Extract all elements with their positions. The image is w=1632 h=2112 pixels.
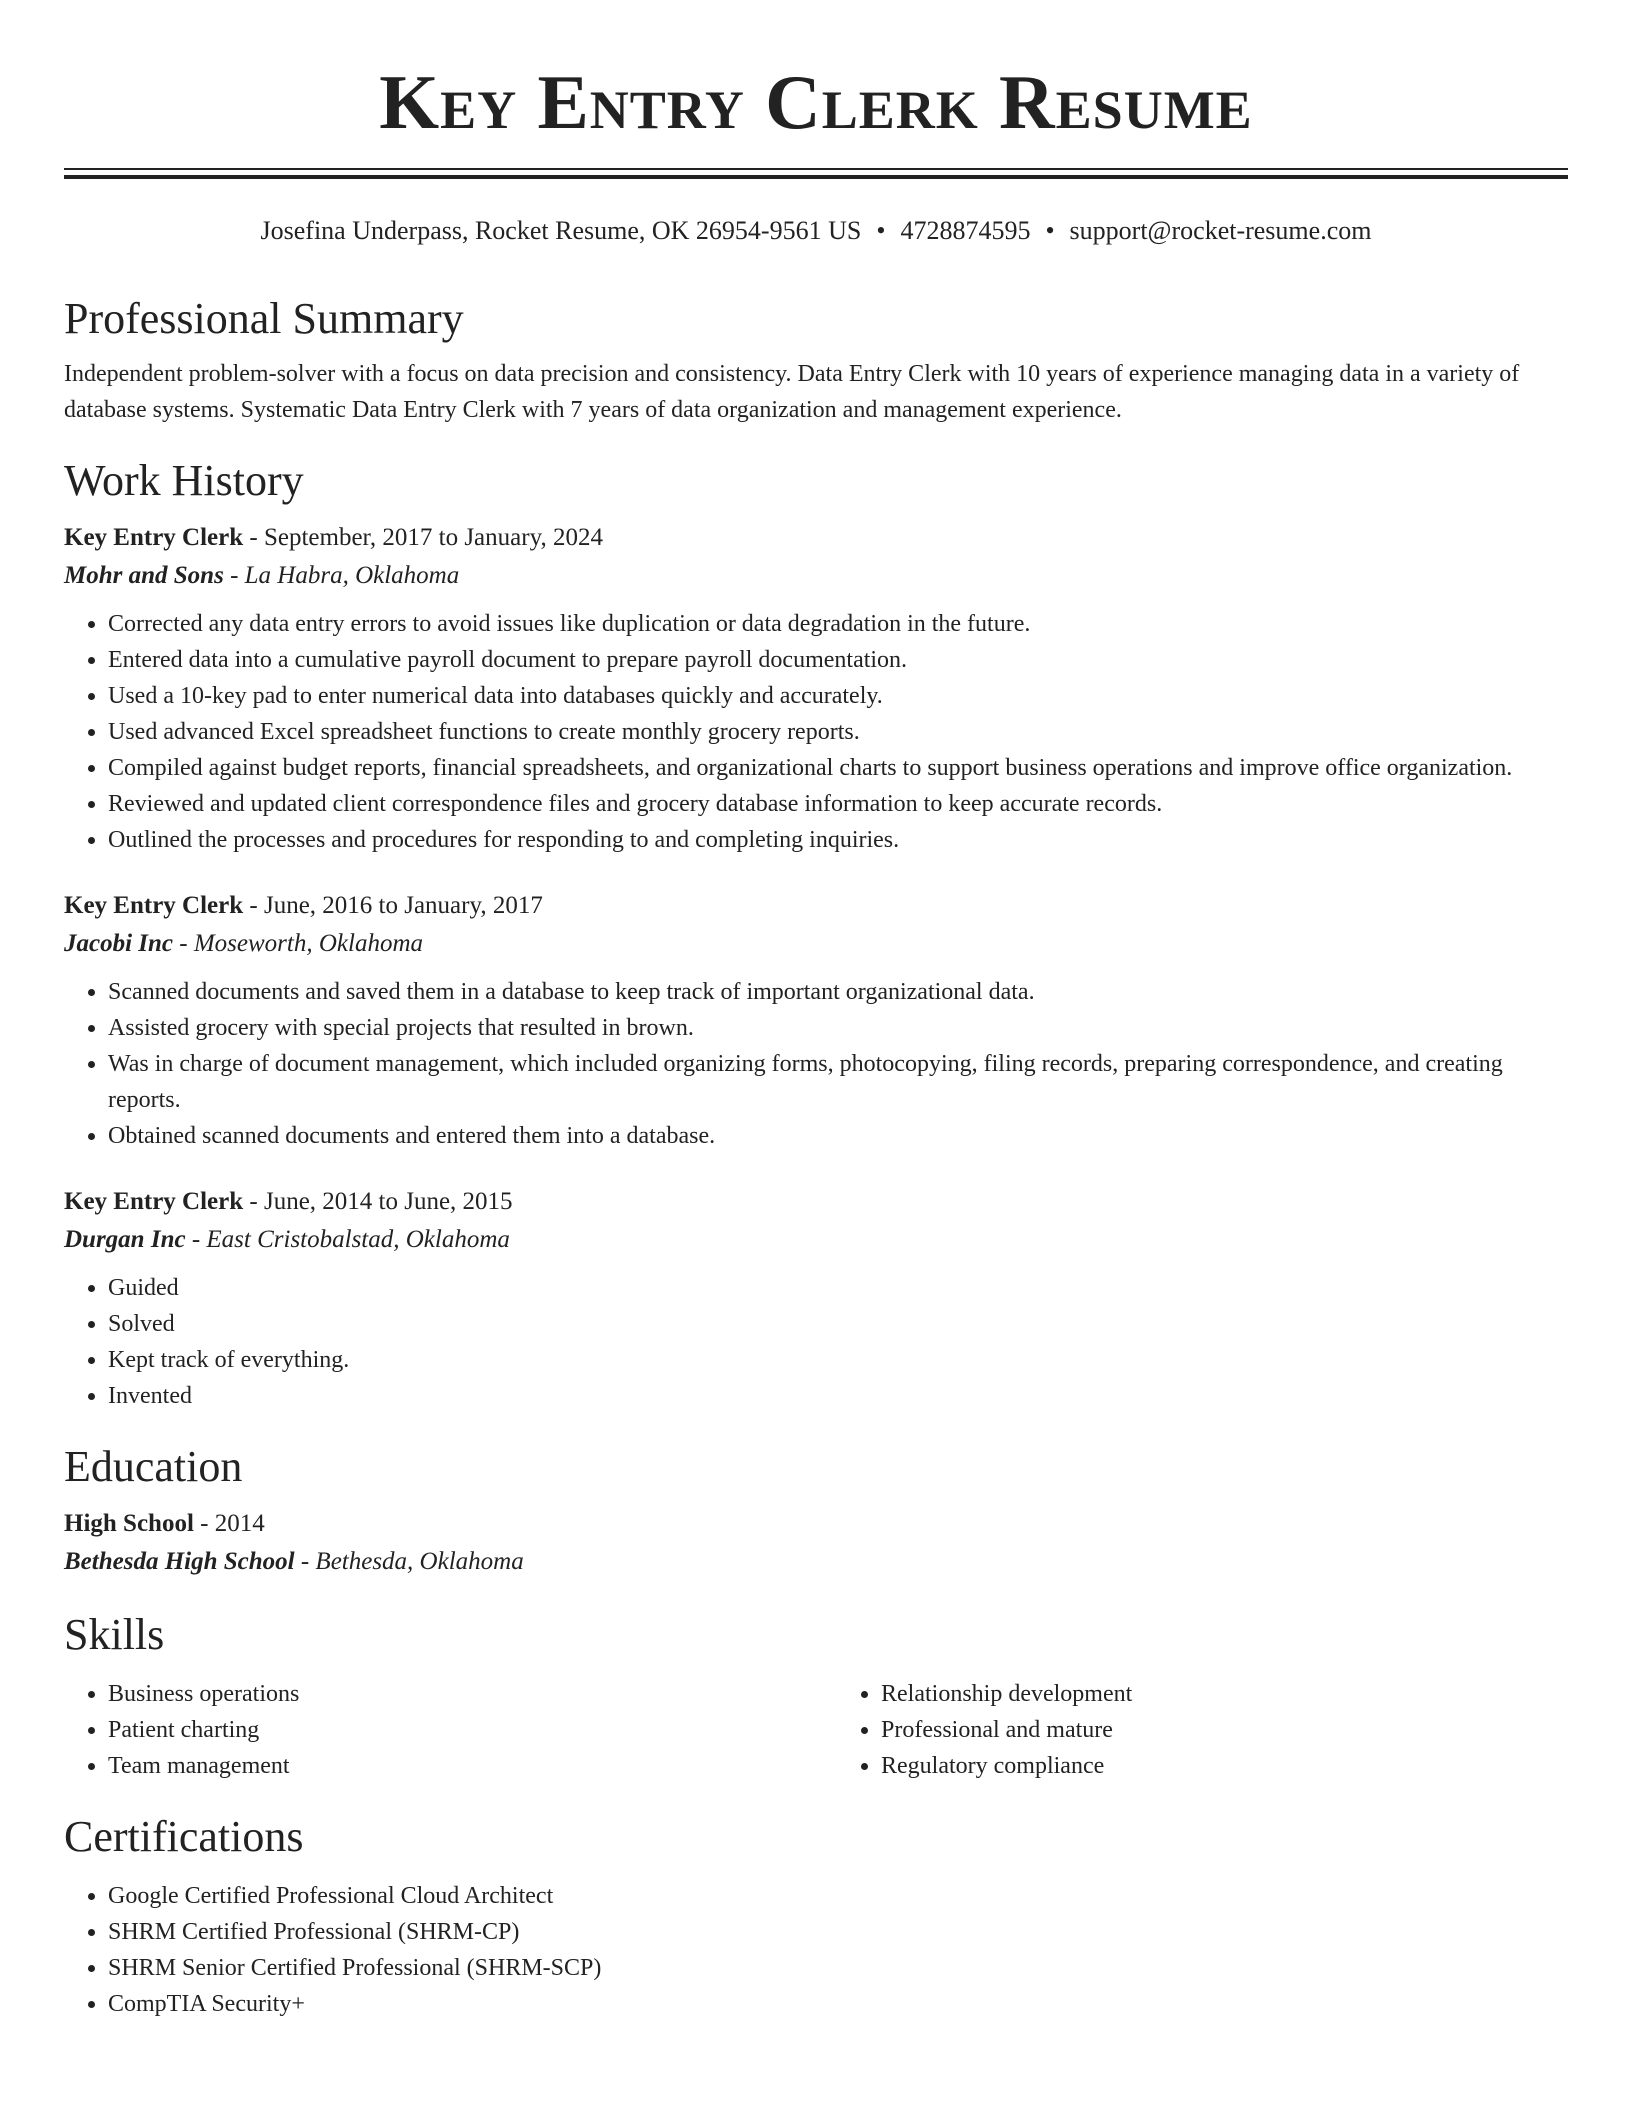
job-dates: - June, 2016 to January, 2017 (243, 892, 543, 919)
job-dates: - June, 2014 to June, 2015 (243, 1188, 513, 1215)
job-bullet: • Used advanced Excel spreadsheet functions to create monthly grocery reports. (108, 714, 1568, 750)
job-bullet: • Was in charge of document management, which included organizing forms, photocopying, filing records, preparing correspondence, and creating reports. (108, 1046, 1568, 1118)
skill-item: • Regulatory compliance (881, 1748, 1568, 1784)
resume-title: Key Entry Clerk Resume (379, 59, 1253, 145)
skills-section (64, 1604, 1568, 1784)
skill-item: • Business operations (108, 1676, 795, 1712)
job-company: Jacobi Inc (64, 930, 174, 957)
certifications-heading: Certifications (64, 1812, 304, 1861)
job-bullet: • Corrected any data entry errors to avoid issues like duplication or data degradation in the future. (108, 606, 1568, 642)
job-entry (64, 888, 1568, 1154)
job-location: - Moseworth, Oklahoma (173, 930, 424, 957)
skill-item: • Relationship development (881, 1676, 1568, 1712)
job-bullet: • Reviewed and updated client correspondence files and grocery database information to keep accurate records. (108, 786, 1568, 822)
job-bullet: • Entered data into a cumulative payroll document to prepare payroll documentation. (108, 642, 1568, 678)
education-school: Bethesda High School (64, 1548, 295, 1575)
education-heading: Education (64, 1442, 243, 1491)
job-entry (64, 520, 1568, 858)
job-company-line (64, 556, 1568, 596)
certification-item: • CompTIA Security+ (108, 1986, 1568, 2022)
education-school-line (64, 1542, 1568, 1582)
job-dates: - September, 2017 to January, 2024 (243, 524, 603, 551)
summary-section (64, 288, 1568, 428)
job-bullet: • Used a 10-key pad to enter numerical data into databases quickly and accurately. (108, 678, 1568, 714)
education-header (64, 1506, 1568, 1542)
job-bullet: • Guided (108, 1270, 1568, 1306)
job-title: Key Entry Clerk (64, 524, 244, 551)
title-divider-thick (64, 175, 1568, 179)
job-header (64, 888, 1568, 924)
work-history-heading: Work History (64, 456, 304, 505)
skill-item: • Team management (108, 1748, 795, 1784)
summary-heading: Professional Summary (64, 294, 464, 343)
skills-list-right (795, 1676, 1568, 1784)
job-header (64, 1184, 1568, 1220)
skills-columns (64, 1676, 1568, 1784)
summary-text: Independent problem-solver with a focus on data precision and consistency. Data Entry Clerk with 10 years of experience managing data in a variety of database systems. Systematic Data Entry Clerk with 7 years of data organization and management experience. (64, 361, 1520, 423)
job-bullet: • Outlined the processes and procedures for responding to and completing inquiries. (108, 822, 1568, 858)
job-bullet: • Compiled against budget reports, financial spreadsheets, and organizational charts to support business operations and improve office organization. (108, 750, 1568, 786)
job-bullet: • Solved (108, 1306, 1568, 1342)
job-location: - La Habra, Oklahoma (223, 562, 460, 589)
contact-address: Josefina Underpass, Rocket Resume, OK 26954-9561 US (260, 216, 862, 245)
certifications-section (64, 1806, 1568, 2022)
job-bullet: • Assisted grocery with special projects that resulted in brown. (108, 1010, 1568, 1046)
education-entry (64, 1506, 1568, 1582)
job-bullets (64, 1270, 1568, 1414)
certification-item: • SHRM Certified Professional (SHRM-CP) (108, 1914, 1568, 1950)
contact-line (0, 214, 1632, 248)
job-title: Key Entry Clerk (64, 1188, 244, 1215)
job-title: Key Entry Clerk (64, 892, 244, 919)
job-entry (64, 1184, 1568, 1414)
resume-content (64, 288, 1568, 2022)
job-company: Mohr and Sons (64, 562, 224, 589)
job-location: - East Cristobalstad, Oklahoma (185, 1226, 510, 1253)
skill-item: • Patient charting (108, 1712, 795, 1748)
title-divider-thin (64, 168, 1568, 170)
skill-item: • Professional and mature (881, 1712, 1568, 1748)
contact-phone: 4728874595 (900, 216, 1031, 245)
education-year: - 2014 (193, 1510, 265, 1537)
certification-item: • SHRM Senior Certified Professional (SHRM-SCP) (108, 1950, 1568, 1986)
job-company: Durgan Inc (64, 1226, 186, 1253)
certification-item: • Google Certified Professional Cloud Architect (108, 1878, 1568, 1914)
skills-list-left (64, 1676, 795, 1784)
skills-heading: Skills (64, 1610, 165, 1659)
education-location: - Bethesda, Oklahoma (294, 1548, 524, 1575)
contact-separator: • (1045, 216, 1055, 245)
job-bullet: • Kept track of everything. (108, 1342, 1568, 1378)
job-bullets (64, 974, 1568, 1154)
education-section (64, 1436, 1568, 1582)
contact-separator: • (876, 216, 886, 245)
contact-email[interactable]: support@rocket-resume.com (1069, 216, 1372, 245)
job-company-line (64, 1220, 1568, 1260)
job-bullet: • Scanned documents and saved them in a database to keep track of important organizational data. (108, 974, 1568, 1010)
job-bullet: • Obtained scanned documents and entered them into a database. (108, 1118, 1568, 1154)
job-bullet: • Invented (108, 1378, 1568, 1414)
work-history-section (64, 450, 1568, 1414)
education-degree: High School (64, 1510, 194, 1537)
job-company-line (64, 924, 1568, 964)
job-header (64, 520, 1568, 556)
certifications-list (64, 1878, 1568, 2022)
job-bullets (64, 606, 1568, 858)
